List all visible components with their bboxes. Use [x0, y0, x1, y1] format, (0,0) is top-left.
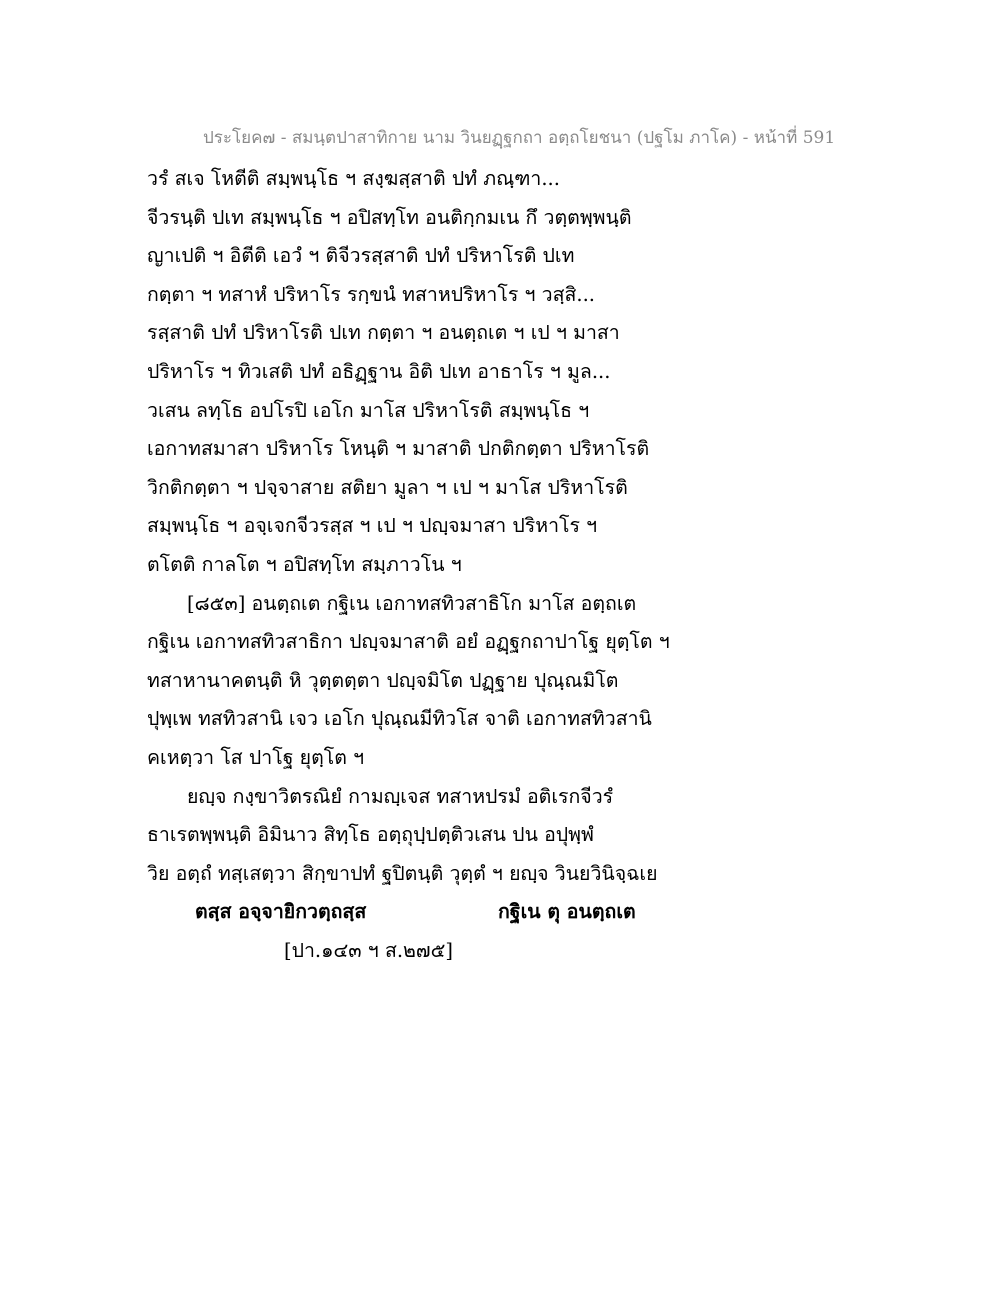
text-line: ตโตติ กาลโต ฯ อปิสทฺโท สมฺภาวโน ฯ [147, 552, 462, 576]
paragraph-start-line: [๘๕๓] อนตฺถเต กฐิเน เอกาทสทิวสาธิโก มาโส อตฺถเต [187, 591, 637, 615]
text-line: จีวรนฺติ ปเท สมฺพนฺโธ ฯ อปิสทฺโท อนติกฺกมเน กึ วตฺตพฺพนฺติ [147, 205, 632, 229]
text-line: เอกาทสมาสา ปริหาโร โหนฺติ ฯ มาสาติ ปกติกตฺตา ปริหาโรติ [147, 437, 650, 461]
text-line: ธาเรตพฺพนฺติ อิมินาว สิทฺโธ อตฺถุปฺปตฺติวเสน ปน อปุพฺพํ [147, 823, 594, 847]
text-line: วิกติกตฺตา ฯ ปจฺจาสาย สติยา มูลา ฯ เป ฯ มาโส ปริหาโรติ [147, 475, 628, 499]
text-line: รสฺสาติ ปทํ ปริหาโรติ ปเท กตฺตา ฯ อนตฺถเต ฯ เป ฯ มาสา [147, 321, 620, 345]
text-line: ทสาหานาคตนฺติ หิ วุตฺตตฺตา ปญฺจมิโต ปฏฺฐาย ปุณฺณมิโต [147, 668, 619, 692]
paragraph-start-line: ยญฺจ กงฺขาวิตรณิยํ กามญฺเจส ทสาหปรมํ อติเรกจีวรํ [187, 784, 614, 808]
verse-second-half: กฐิเน ตุ อนตฺถเต [498, 900, 636, 924]
text-line: วเสน ลทฺโธ อปโรปิ เอโก มาโส ปริหาโรติ สมฺพนฺโธ ฯ [147, 398, 590, 422]
text-line: กตฺตา ฯ ทสาหํ ปริหาโร รกฺขนํ ทสาหปริหาโร ฯ วสฺสิ... [147, 282, 595, 306]
body-text [147, 160, 967, 970]
verse-first-half: ตสฺส อจฺจายิกวตฺถสฺส [195, 900, 367, 924]
text-line: คเหตฺวา โส ปาโฐ ยุตฺโต ฯ [147, 745, 365, 769]
text-line: วรํ สเจ โหตีติ สมฺพนฺโธ ฯ สงฺฆสฺสาติ ปทํ ภณฺฑา... [147, 167, 560, 190]
text-line: ญาเปติ ฯ อิตีติ เอวํ ฯ ติจีวรสฺสาติ ปทํ ปริหาโรติ ปเท [147, 244, 575, 268]
reference-citation: [ปา.๑๔๓ ฯ ส.๒๗๕] [284, 938, 453, 962]
page-header: ประโยค๗ - สมนฺตปาสาทิกาย นาม วินยฏฺฐกถา อตฺถโยชนา (ปฐโม ภาโค) - หน้าที่ 591 [203, 128, 836, 148]
text-line: วิย อตฺถํ ทสฺเสตฺวา สิกฺขาปทํ ฐปิตนฺติ วุตฺตํ ฯ ยญฺจ วินยวินิจฺฉเย [147, 861, 658, 885]
text-line: กฐิเน เอกาทสทิวสาธิกา ปญฺจมาสาติ อยํ อฏฺฐกถาปาโฐ ยุตฺโต ฯ [147, 630, 670, 654]
text-line: ปุพฺเพ ทสทิวสานิ เจว เอโก ปุณฺณมีทิวโส จาติ เอกาทสทิวสานิ [147, 707, 652, 731]
verse-line [147, 893, 967, 932]
text-line: ปริหาโร ฯ ทิวเสติ ปทํ อธิฏฺฐาน อิติ ปเท อาธาโร ฯ มูล... [147, 359, 611, 383]
text-line: สมฺพนฺโธ ฯ อจฺเจกจีวรสฺส ฯ เป ฯ ปญฺจมาสา ปริหาโร ฯ [147, 514, 598, 538]
